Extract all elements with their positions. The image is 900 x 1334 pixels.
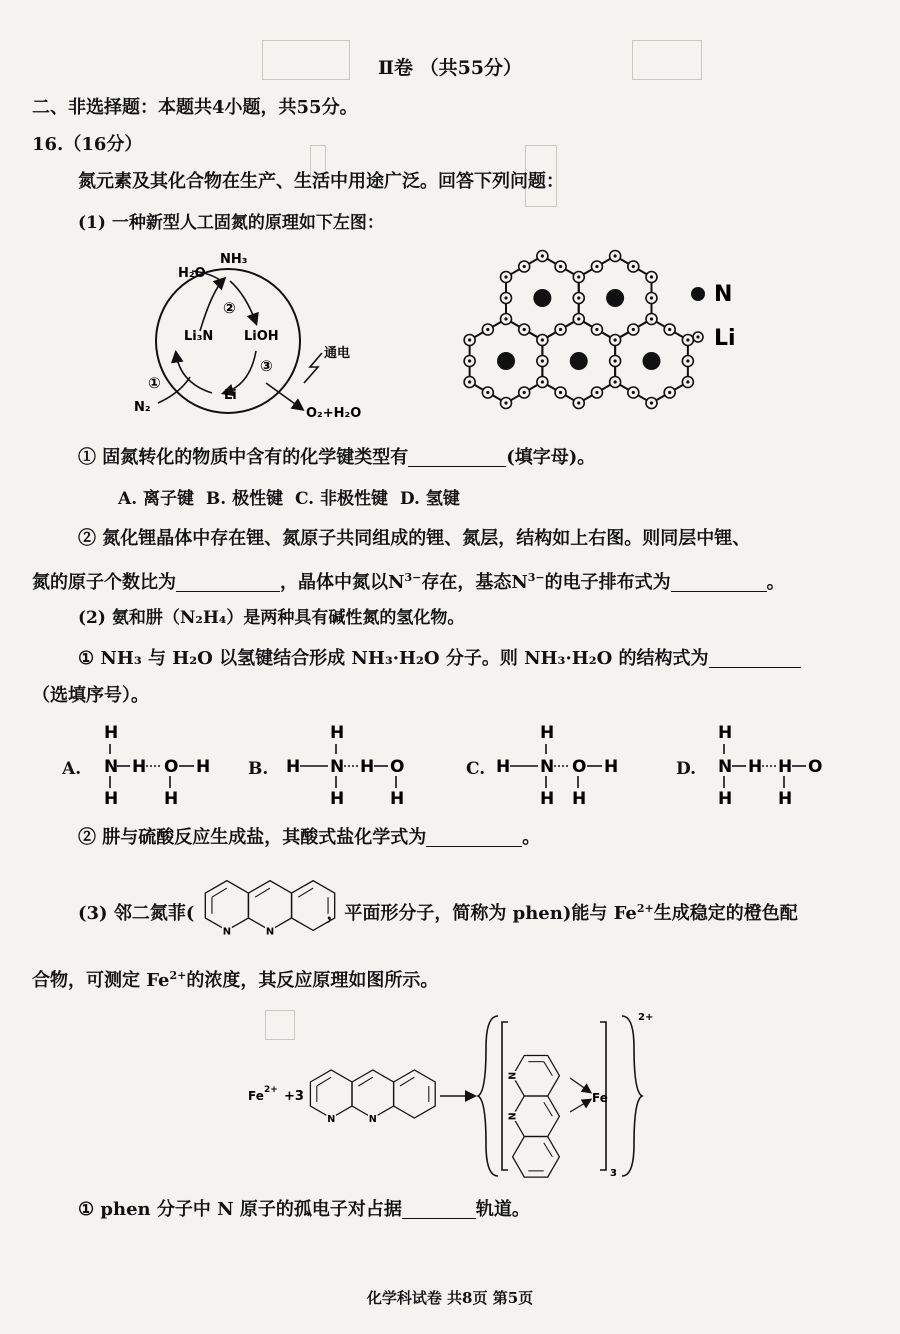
li-atom-core xyxy=(523,391,526,394)
n-atom xyxy=(606,289,624,307)
legend-li-label: Li xyxy=(714,326,736,351)
legend-n-icon xyxy=(691,287,705,301)
li-atom-core xyxy=(686,380,689,383)
part3-q1: ① phen 分子中 N 原子的孤电子对占据 轨道。 xyxy=(78,1199,530,1220)
svg-text:H: H xyxy=(540,723,555,743)
li-atom-core xyxy=(504,401,507,404)
li-atom-core xyxy=(595,265,598,268)
svg-text:H: H xyxy=(164,789,179,809)
li-atom-core xyxy=(668,391,671,394)
li-atom-core xyxy=(523,328,526,331)
svg-text:O: O xyxy=(808,757,823,777)
part1-q2-line2: 氮的原子个数比为 ，晶体中氮以$N^{3-}$存在，基态$N^{3-}$的电子排布式为 。 xyxy=(32,571,785,593)
li-atom-core xyxy=(614,338,617,341)
part2-q1: ① NH₃ 与 H₂O 以氢键结合形成 NH₃·H₂O 分子。则 NH₃·H₂O 的结构式为 xyxy=(78,647,801,671)
li-atom-core xyxy=(468,338,471,341)
li-atom-core xyxy=(650,275,653,278)
svg-text:H: H xyxy=(778,757,793,777)
svg-text:N: N xyxy=(540,757,555,777)
svg-text:H: H xyxy=(330,789,345,809)
svg-text:H: H xyxy=(496,757,511,777)
label-h2o: H₂O xyxy=(178,266,206,281)
option-c: C. 非极性键 xyxy=(294,489,389,509)
li-atom-core xyxy=(614,254,617,257)
li-atom-core xyxy=(686,359,689,362)
li-atom-core xyxy=(504,275,507,278)
li-atom-core xyxy=(504,317,507,320)
li-atom-core xyxy=(468,380,471,383)
structure-option-a-label: A. xyxy=(62,759,82,779)
svg-text:O: O xyxy=(572,757,587,777)
section-label: 二、非选择题：本题共4小题，共55分。 xyxy=(32,97,358,118)
li-atom-core xyxy=(632,265,635,268)
label-electrolysis: 通电 xyxy=(324,346,351,361)
svg-text:N: N xyxy=(718,757,733,777)
label-o2-h2o: O₂+H₂O xyxy=(306,406,362,421)
phen-inline-structure xyxy=(202,873,338,943)
reactant-phen xyxy=(310,1070,435,1125)
li-atom-core xyxy=(559,265,562,268)
li-atom-core xyxy=(650,317,653,320)
li-atom-core xyxy=(559,391,562,394)
svg-text:H: H xyxy=(390,789,405,809)
svg-text:O: O xyxy=(164,757,179,777)
part1-q2-line1: ② 氮化锂晶体中存在锂、氮原子共同组成的锂、氮层，结构如上右图。则同层中锂、 xyxy=(78,528,751,549)
part1-stem: (1) 一种新型人工固氮的原理如下左图： xyxy=(78,213,384,233)
svg-text:O: O xyxy=(390,757,405,777)
svg-text:H: H xyxy=(196,757,211,777)
label-step3: ③ xyxy=(260,357,273,375)
structure-option-c xyxy=(492,718,642,818)
structure-option-c-label: C. xyxy=(466,759,486,779)
label-li3n: Li₃N xyxy=(184,329,214,344)
product-fe-center: Fe xyxy=(592,1091,608,1105)
label-step2: ② xyxy=(223,299,236,317)
fixation-cycle-diagram xyxy=(120,243,380,423)
blank-electron-config[interactable] xyxy=(671,573,767,592)
svg-text:H: H xyxy=(718,723,733,743)
section-title: Ⅱ卷 （共55分） xyxy=(377,57,523,79)
li-atom-core xyxy=(577,275,580,278)
li-atom-core xyxy=(541,380,544,383)
li-atom-core xyxy=(614,380,617,383)
question-number: 16.（16分） xyxy=(32,134,143,155)
svg-text:H: H xyxy=(718,789,733,809)
legend-n-label: N xyxy=(714,282,733,307)
li-atom-core xyxy=(650,401,653,404)
li-atom-core xyxy=(468,359,471,362)
svg-text:N: N xyxy=(104,757,119,777)
li-atom-core xyxy=(541,359,544,362)
svg-text:H: H xyxy=(778,789,793,809)
li-atom-core xyxy=(632,328,635,331)
li3n-layer-lattice xyxy=(420,248,750,426)
li-atom-core xyxy=(523,265,526,268)
svg-text:2+: 2+ xyxy=(264,1085,278,1095)
svg-text:H: H xyxy=(104,723,119,743)
complex-charge: 2+ xyxy=(638,1012,654,1023)
page-footer: 化学科试卷 共8页 第5页 xyxy=(366,1289,534,1307)
structure-option-b-label: B. xyxy=(248,759,269,779)
svg-text:H: H xyxy=(748,757,763,777)
svg-text:H: H xyxy=(104,789,119,809)
question-intro: 氮元素及其化合物在生产、生活中用途广泛。回答下列问题： xyxy=(78,171,564,192)
li-atom-core xyxy=(559,328,562,331)
svg-text:H: H xyxy=(286,757,301,777)
option-b: B. 极性键 xyxy=(205,489,284,509)
part3-line1: (3) 邻二氮菲( ，平面形分子，简称为 phen)能与 $Fe^{2+}$生成稳定的橙色配 xyxy=(78,902,798,924)
part2-q1-note: （选填序号）。 xyxy=(32,685,149,706)
reactant-fe: Fe xyxy=(248,1089,264,1103)
li-atom-core xyxy=(577,401,580,404)
li-atom-core xyxy=(577,317,580,320)
li-atom-core xyxy=(541,254,544,257)
li-atom-core xyxy=(595,391,598,394)
li-atom-core xyxy=(686,338,689,341)
svg-text:H: H xyxy=(572,789,587,809)
blank-bond-type[interactable] xyxy=(408,448,506,467)
ligand-count: 3 xyxy=(610,1168,617,1179)
part1-q1-options xyxy=(118,487,460,511)
svg-text:H: H xyxy=(330,723,345,743)
blank-acid-salt[interactable] xyxy=(426,828,522,847)
svg-text:N: N xyxy=(330,757,345,777)
part2-q2: ② 肼与硫酸反应生成盐，其酸式盐化学式为 。 xyxy=(78,827,541,848)
blank-li-n-ratio[interactable] xyxy=(176,573,280,592)
part2-stem: (2) 氨和肼（N₂H₄）是两种具有碱性氮的氢化物。 xyxy=(78,608,465,628)
label-step1: ① xyxy=(148,374,161,392)
label-lioh: LiOH xyxy=(244,329,279,344)
label-li: Li xyxy=(224,388,237,403)
label-n2: N₂ xyxy=(134,400,151,415)
reactant-coefficient: +3 xyxy=(284,1089,304,1104)
structure-option-d-label: D. xyxy=(676,759,697,779)
n-atom xyxy=(533,289,551,307)
product-phen-ligand xyxy=(506,1055,560,1177)
structure-option-d xyxy=(702,718,852,818)
li-atom-core xyxy=(650,296,653,299)
fe-phen-reaction-scheme xyxy=(240,1008,660,1183)
svg-text:H: H xyxy=(604,757,619,777)
li-atom-core xyxy=(632,391,635,394)
li-atom-core xyxy=(614,359,617,362)
li-atom-core xyxy=(541,338,544,341)
n-atom xyxy=(570,352,588,370)
blank-structure-choice[interactable] xyxy=(709,649,801,668)
svg-text:H: H xyxy=(540,789,555,809)
li-atom-core xyxy=(595,328,598,331)
part1-q1: ① 固氮转化的物质中含有的化学键类型有 (填字母)。 xyxy=(78,447,596,468)
li-atom-core xyxy=(504,296,507,299)
li-atom-core xyxy=(577,296,580,299)
blank-orbital[interactable] xyxy=(402,1200,476,1219)
svg-text:H: H xyxy=(132,757,147,777)
label-nh3: NH₃ xyxy=(220,252,248,267)
structure-option-b xyxy=(274,718,424,818)
svg-text:H: H xyxy=(360,757,375,777)
li-atom-core xyxy=(486,391,489,394)
li-atom-core xyxy=(486,328,489,331)
option-a: A. 离子键 xyxy=(118,489,195,509)
n-atom xyxy=(642,352,660,370)
structure-option-a xyxy=(88,718,238,818)
n-atom xyxy=(497,352,515,370)
li-atom-core xyxy=(668,328,671,331)
option-d: D. 氢键 xyxy=(399,489,460,509)
part3-line2: 合物，可测定 $Fe^{2+}$的浓度，其反应原理如图所示。 xyxy=(32,969,439,991)
